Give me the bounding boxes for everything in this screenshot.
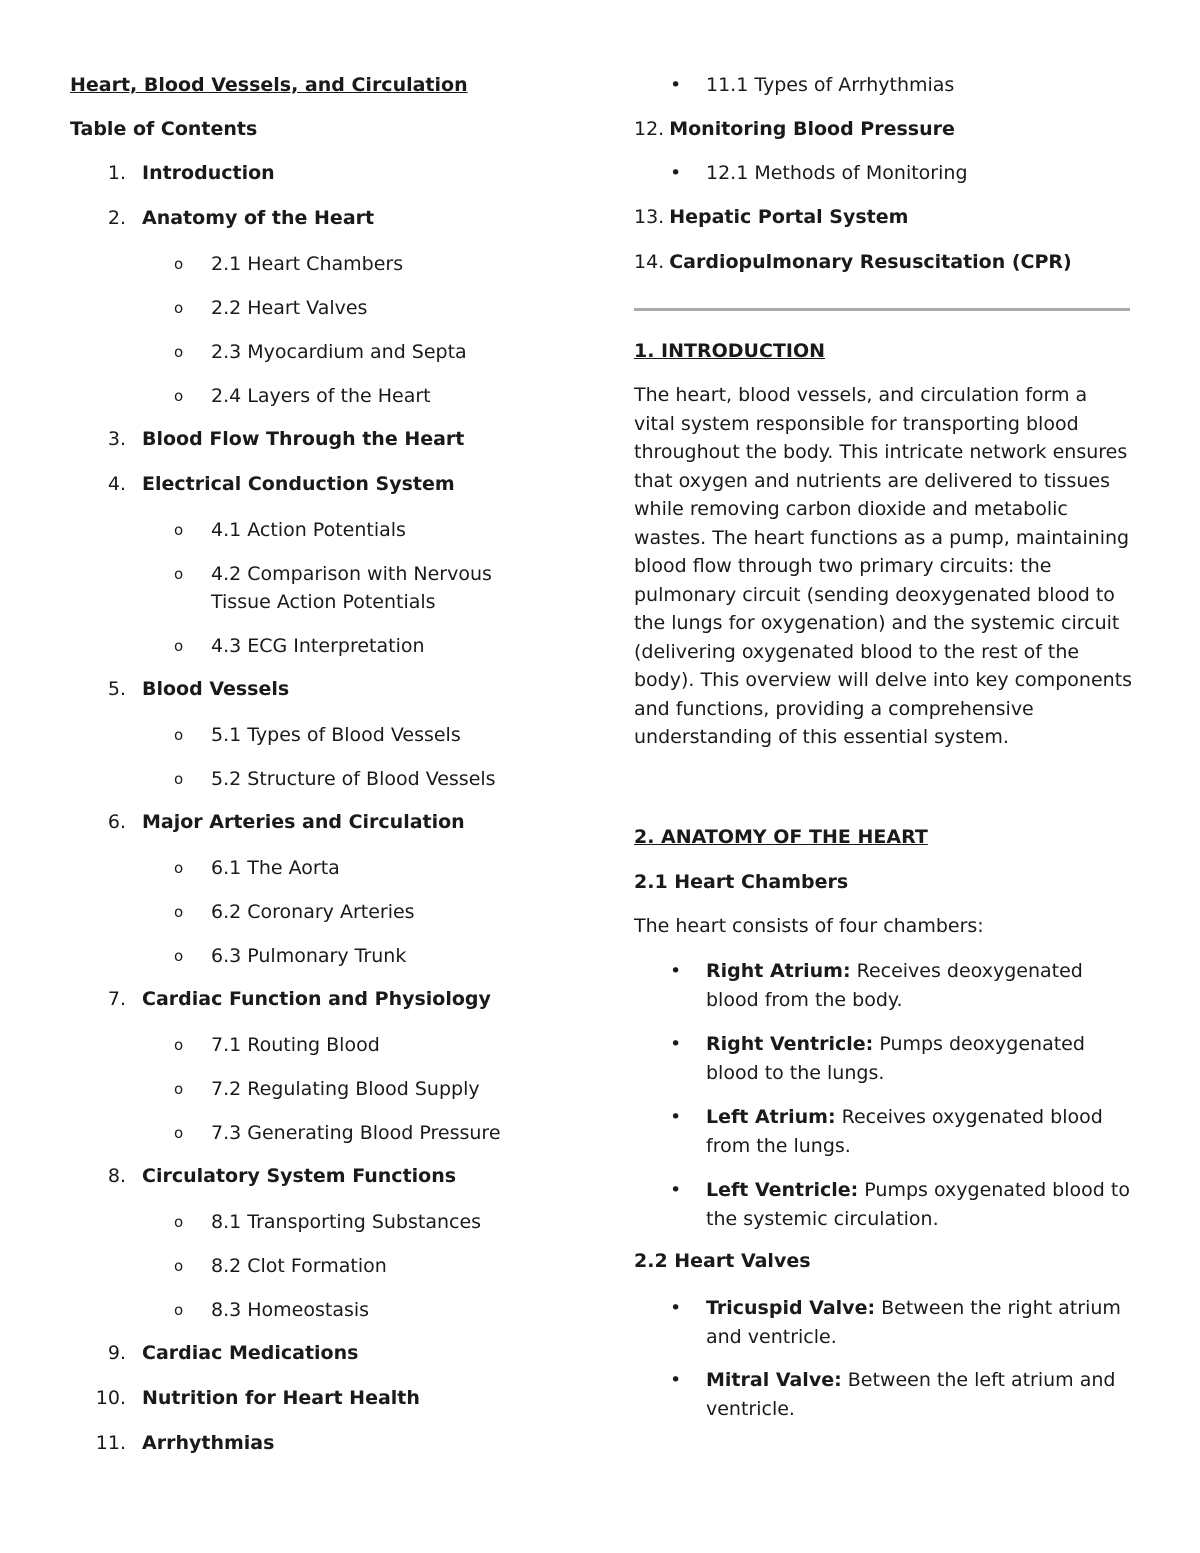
subsection-heading-valves: 2.2 Heart Valves	[634, 1250, 811, 1272]
circle-bullet-icon: o	[174, 255, 184, 273]
bullet-icon: •	[670, 74, 682, 96]
term: Left Atrium:	[706, 1106, 836, 1128]
circle-bullet-icon: o	[174, 637, 184, 655]
toc-subitem: o 7.3 Generating Blood Pressure	[174, 1119, 554, 1147]
toc-subitem: • 11.1 Types of Arrhythmias	[670, 74, 955, 96]
chambers-list-item	[670, 1103, 1130, 1161]
circle-bullet-icon: o	[174, 387, 184, 405]
circle-bullet-icon: o	[174, 565, 184, 583]
toc-subitem: o 7.2 Regulating Blood Supply	[174, 1075, 554, 1103]
term: Right Atrium:	[706, 960, 851, 982]
valves-list-item	[670, 1366, 1130, 1424]
toc-subitem: o 2.3 Myocardium and Septa	[174, 338, 554, 366]
definition: Pumps deoxygenated blood to the lungs.	[706, 1033, 1085, 1084]
toc-subitem: o 5.1 Types of Blood Vessels	[174, 721, 554, 749]
bullet-icon: •	[670, 162, 682, 184]
toc-subitem: o 8.3 Homeostasis	[174, 1296, 554, 1324]
valves-list-item	[670, 1294, 1130, 1352]
circle-bullet-icon: o	[174, 770, 184, 788]
toc-item: 14. Cardiopulmonary Resuscitation (CPR)	[634, 251, 1072, 273]
toc-subitem: o 6.1 The Aorta	[174, 854, 554, 882]
toc-item: 10. Nutrition for Heart Health	[95, 1387, 420, 1409]
subsection-heading-chambers: 2.1 Heart Chambers	[634, 871, 849, 893]
definition: Pumps oxygenated blood to the systemic circulation.	[706, 1179, 1130, 1230]
term: Right Ventricle:	[706, 1033, 874, 1055]
toc-item: 7. Cardiac Function and Physiology	[107, 988, 491, 1010]
circle-bullet-icon: o	[174, 1213, 184, 1231]
toc-item: 2. Anatomy of the Heart	[107, 207, 375, 229]
toc-subitem: o 7.1 Routing Blood	[174, 1031, 554, 1059]
term: Mitral Valve:	[706, 1369, 842, 1391]
toc-heading: Table of Contents	[70, 118, 258, 140]
horizontal-rule	[634, 308, 1130, 311]
chambers-intro: The heart consists of four chambers:	[634, 915, 984, 937]
toc-item: 1. Introduction	[107, 162, 275, 184]
term: Left Ventricle:	[706, 1179, 859, 1201]
chambers-list-item	[670, 1176, 1130, 1234]
toc-item: 4. Electrical Conduction System	[107, 473, 455, 495]
toc-subitem: o 2.4 Layers of the Heart	[174, 382, 554, 410]
document-title: Heart, Blood Vessels, and Circulation	[70, 74, 468, 96]
toc-subitem: o 2.2 Heart Valves	[174, 294, 554, 322]
toc-subitem: • 12.1 Methods of Monitoring	[670, 162, 968, 184]
section-heading-anatomy: 2. ANATOMY OF THE HEART	[634, 826, 928, 848]
toc-item: 8. Circulatory System Functions	[107, 1165, 457, 1187]
circle-bullet-icon: o	[174, 947, 184, 965]
toc-subitem: o 8.2 Clot Formation	[174, 1252, 554, 1280]
circle-bullet-icon: o	[174, 299, 184, 317]
toc-item: 11. Arrhythmias	[95, 1432, 275, 1454]
toc-subitem: o 2.1 Heart Chambers	[174, 250, 554, 278]
toc-item: 3. Blood Flow Through the Heart	[107, 428, 465, 450]
definition: Receives oxygenated blood from the lungs.	[706, 1106, 1103, 1157]
section-heading-introduction: 1. INTRODUCTION	[634, 340, 825, 362]
circle-bullet-icon: o	[174, 1124, 184, 1142]
circle-bullet-icon: o	[174, 1301, 184, 1319]
definition: Between the right atrium and ventricle.	[706, 1297, 1121, 1348]
toc-item: 12. Monitoring Blood Pressure	[634, 118, 955, 140]
bullet-icon: •	[670, 1369, 682, 1391]
term: Tricuspid Valve:	[706, 1297, 876, 1319]
toc-subitem: o 6.3 Pulmonary Trunk	[174, 942, 554, 970]
circle-bullet-icon: o	[174, 1080, 184, 1098]
toc-item: 5. Blood Vessels	[107, 678, 290, 700]
toc-subitem: o 5.2 Structure of Blood Vessels	[174, 765, 554, 793]
toc-subitem: o 4.1 Action Potentials	[174, 516, 554, 544]
circle-bullet-icon: o	[174, 521, 184, 539]
bullet-icon: •	[670, 1297, 682, 1319]
circle-bullet-icon: o	[174, 903, 184, 921]
chambers-list-item	[670, 957, 1130, 1015]
toc-subitem: o 6.2 Coronary Arteries	[174, 898, 554, 926]
toc-subitem: o 4.2 Comparison with Nervous Tissue Action Potentials	[174, 560, 554, 616]
toc-item: 9. Cardiac Medications	[107, 1342, 359, 1364]
toc-subitem: o 8.1 Transporting Substances	[174, 1208, 554, 1236]
toc-item: 13. Hepatic Portal System	[634, 206, 909, 228]
circle-bullet-icon: o	[174, 859, 184, 877]
definition: Receives deoxygenated blood from the body.	[706, 960, 1083, 1011]
definition: Between the left atrium and ventricle.	[706, 1369, 1116, 1420]
circle-bullet-icon: o	[174, 726, 184, 744]
bullet-icon: •	[670, 1106, 682, 1128]
bullet-icon: •	[670, 1179, 682, 1201]
bullet-icon: •	[670, 1033, 682, 1055]
circle-bullet-icon: o	[174, 343, 184, 361]
bullet-icon: •	[670, 960, 682, 982]
circle-bullet-icon: o	[174, 1036, 184, 1054]
toc-item: 6. Major Arteries and Circulation	[107, 811, 465, 833]
introduction-paragraph: The heart, blood vessels, and circulation form a vital system responsible for transporting blood throughout the body. This intricate network ensures that oxygen and nutrients are delivered to tissues while removing carbon dioxide and metabolic wastes. The heart functions as a pump, maintaining blood flow through two primary circuits: the pulmonary circuit (sending deoxygenated blood to the lungs for oxygenation) and the systemic circuit (delivering oxygenated blood to the rest of the body). This overview will delve into key components and functions, providing a comprehensive understanding of this essential system.	[634, 384, 1133, 748]
toc-subitem: o 4.3 ECG Interpretation	[174, 632, 554, 660]
circle-bullet-icon: o	[174, 1257, 184, 1275]
chambers-list-item	[670, 1030, 1130, 1088]
